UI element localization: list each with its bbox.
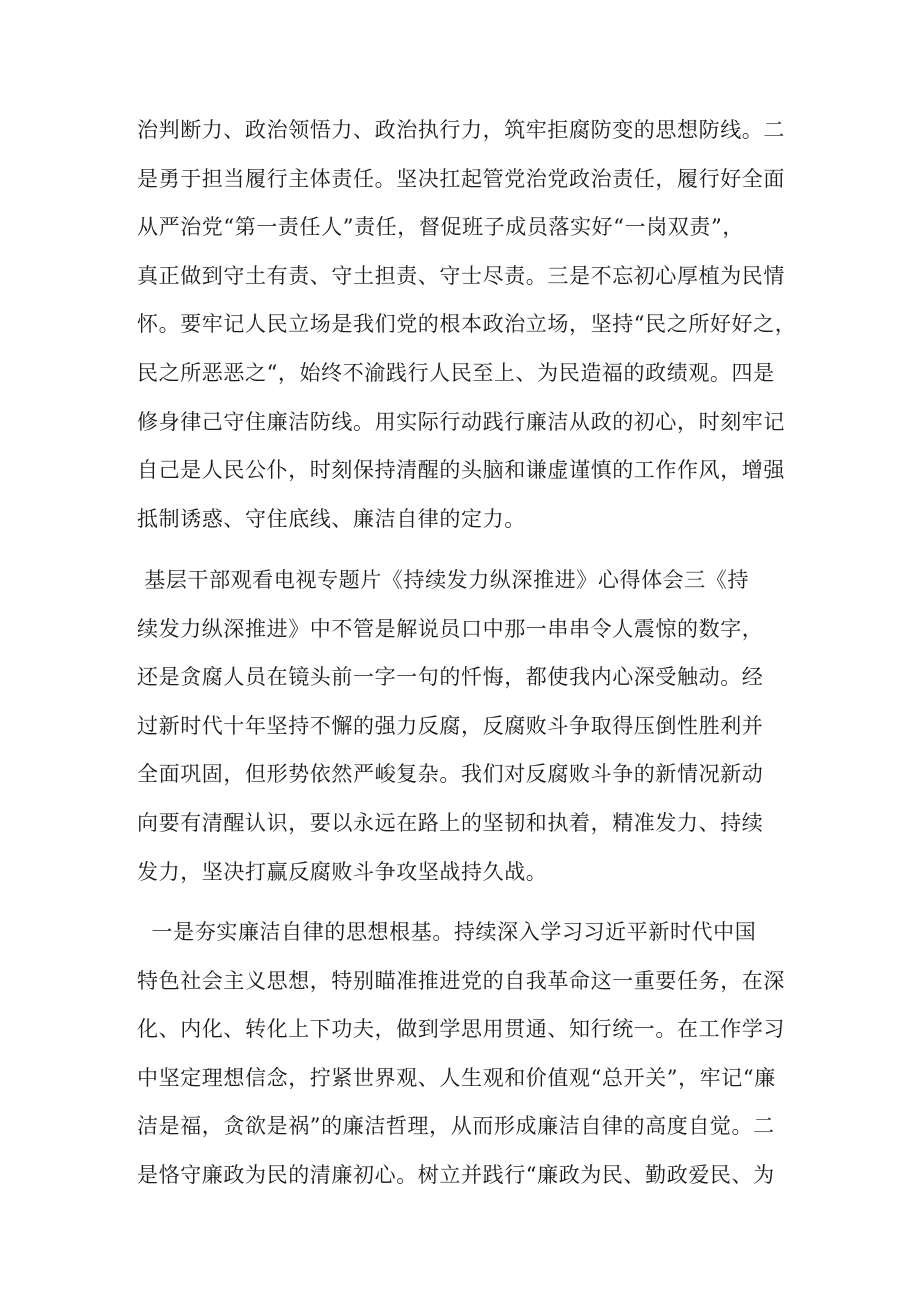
text-line: 中坚定理想信念，拧紧世界观、人生观和价值观“总开关”，牢记“廉 (137, 1065, 776, 1090)
text-line: 还是贪腐人员在镜头前一字一句的忏悔，都使我内心深受触动。经 (137, 665, 764, 690)
paragraph-2 (137, 556, 787, 896)
text-line: 一是夯实廉洁自律的思想根基。持续深入学习习近平新时代中国 (137, 920, 757, 944)
text-line: 续发力纵深推进》中不管是解说员口中那一串串令人震惊的数字， (137, 616, 764, 641)
text-line: 怀。要牢记人民立场是我们党的根本政治立场，坚持“民之所好好之， (137, 312, 797, 337)
text-line: 民之所恶恶之“，始终不渝践行人民至上、为民造福的政绩观。四是 (137, 360, 775, 385)
text-line: 过新时代十年坚持不懈的强力反腐，反腐败斗争取得压倒性胜利并 (137, 713, 764, 738)
text-line: 向要有清醒认识，要以永远在路上的坚韧和执着，精准发力、持续 (137, 810, 764, 835)
text-line: 抵制诱惑、守住底线、廉洁自律的定力。 (137, 506, 526, 531)
text-line: 治判断力、政治领悟力、政治执行力，筑牢拒腐防变的思想防线。二 (137, 118, 785, 142)
text-line: 基层干部观看电视专题片《持续发力纵深推进》心得体会三《持 (137, 568, 750, 592)
paragraph-1 (137, 106, 797, 543)
text-line: 发力，坚决打赢反腐败斗争攻坚战持久战。 (137, 859, 548, 884)
text-line: 真正做到守土有责、守土担责、守士尽责。三是不忘初心厚植为民情 (137, 263, 785, 288)
text-line: 自己是人民公仆，时刻保持清醒的头脑和谦虚谨慎的工作作风，增强 (137, 458, 785, 483)
text-line: 全面巩固，但形势依然严峻复杂。我们对反腐败斗争的新情况新动 (137, 762, 764, 787)
text-line: 特色社会主义思想，特别瞄准推进党的自我革命这一重要任务，在深 (137, 968, 785, 993)
text-line: 化、内化、转化上下功夫，做到学思用贯通、知行统一。在工作学习 (137, 1017, 785, 1042)
text-line: 是恪守廉政为民的清廉初心。树立并践行“廉政为民、勤政爱民、为 (137, 1162, 775, 1187)
paragraph-3 (137, 908, 787, 1200)
text-line: 洁是福，贪欲是祸”的廉洁哲理，从而形成廉洁自律的高度自觉。二 (137, 1114, 775, 1139)
text-line: 是勇于担当履行主体责任。坚决扛起管党治党政治责任，履行好全面 (137, 166, 785, 191)
text-line: 修身律己守住廉洁防线。用实际行动践行廉洁从政的初心，时刻牢记 (137, 409, 785, 434)
text-line: 从严治党“第一责任人”责任，督促班子成员落实好“一岗双责”， (137, 215, 744, 240)
